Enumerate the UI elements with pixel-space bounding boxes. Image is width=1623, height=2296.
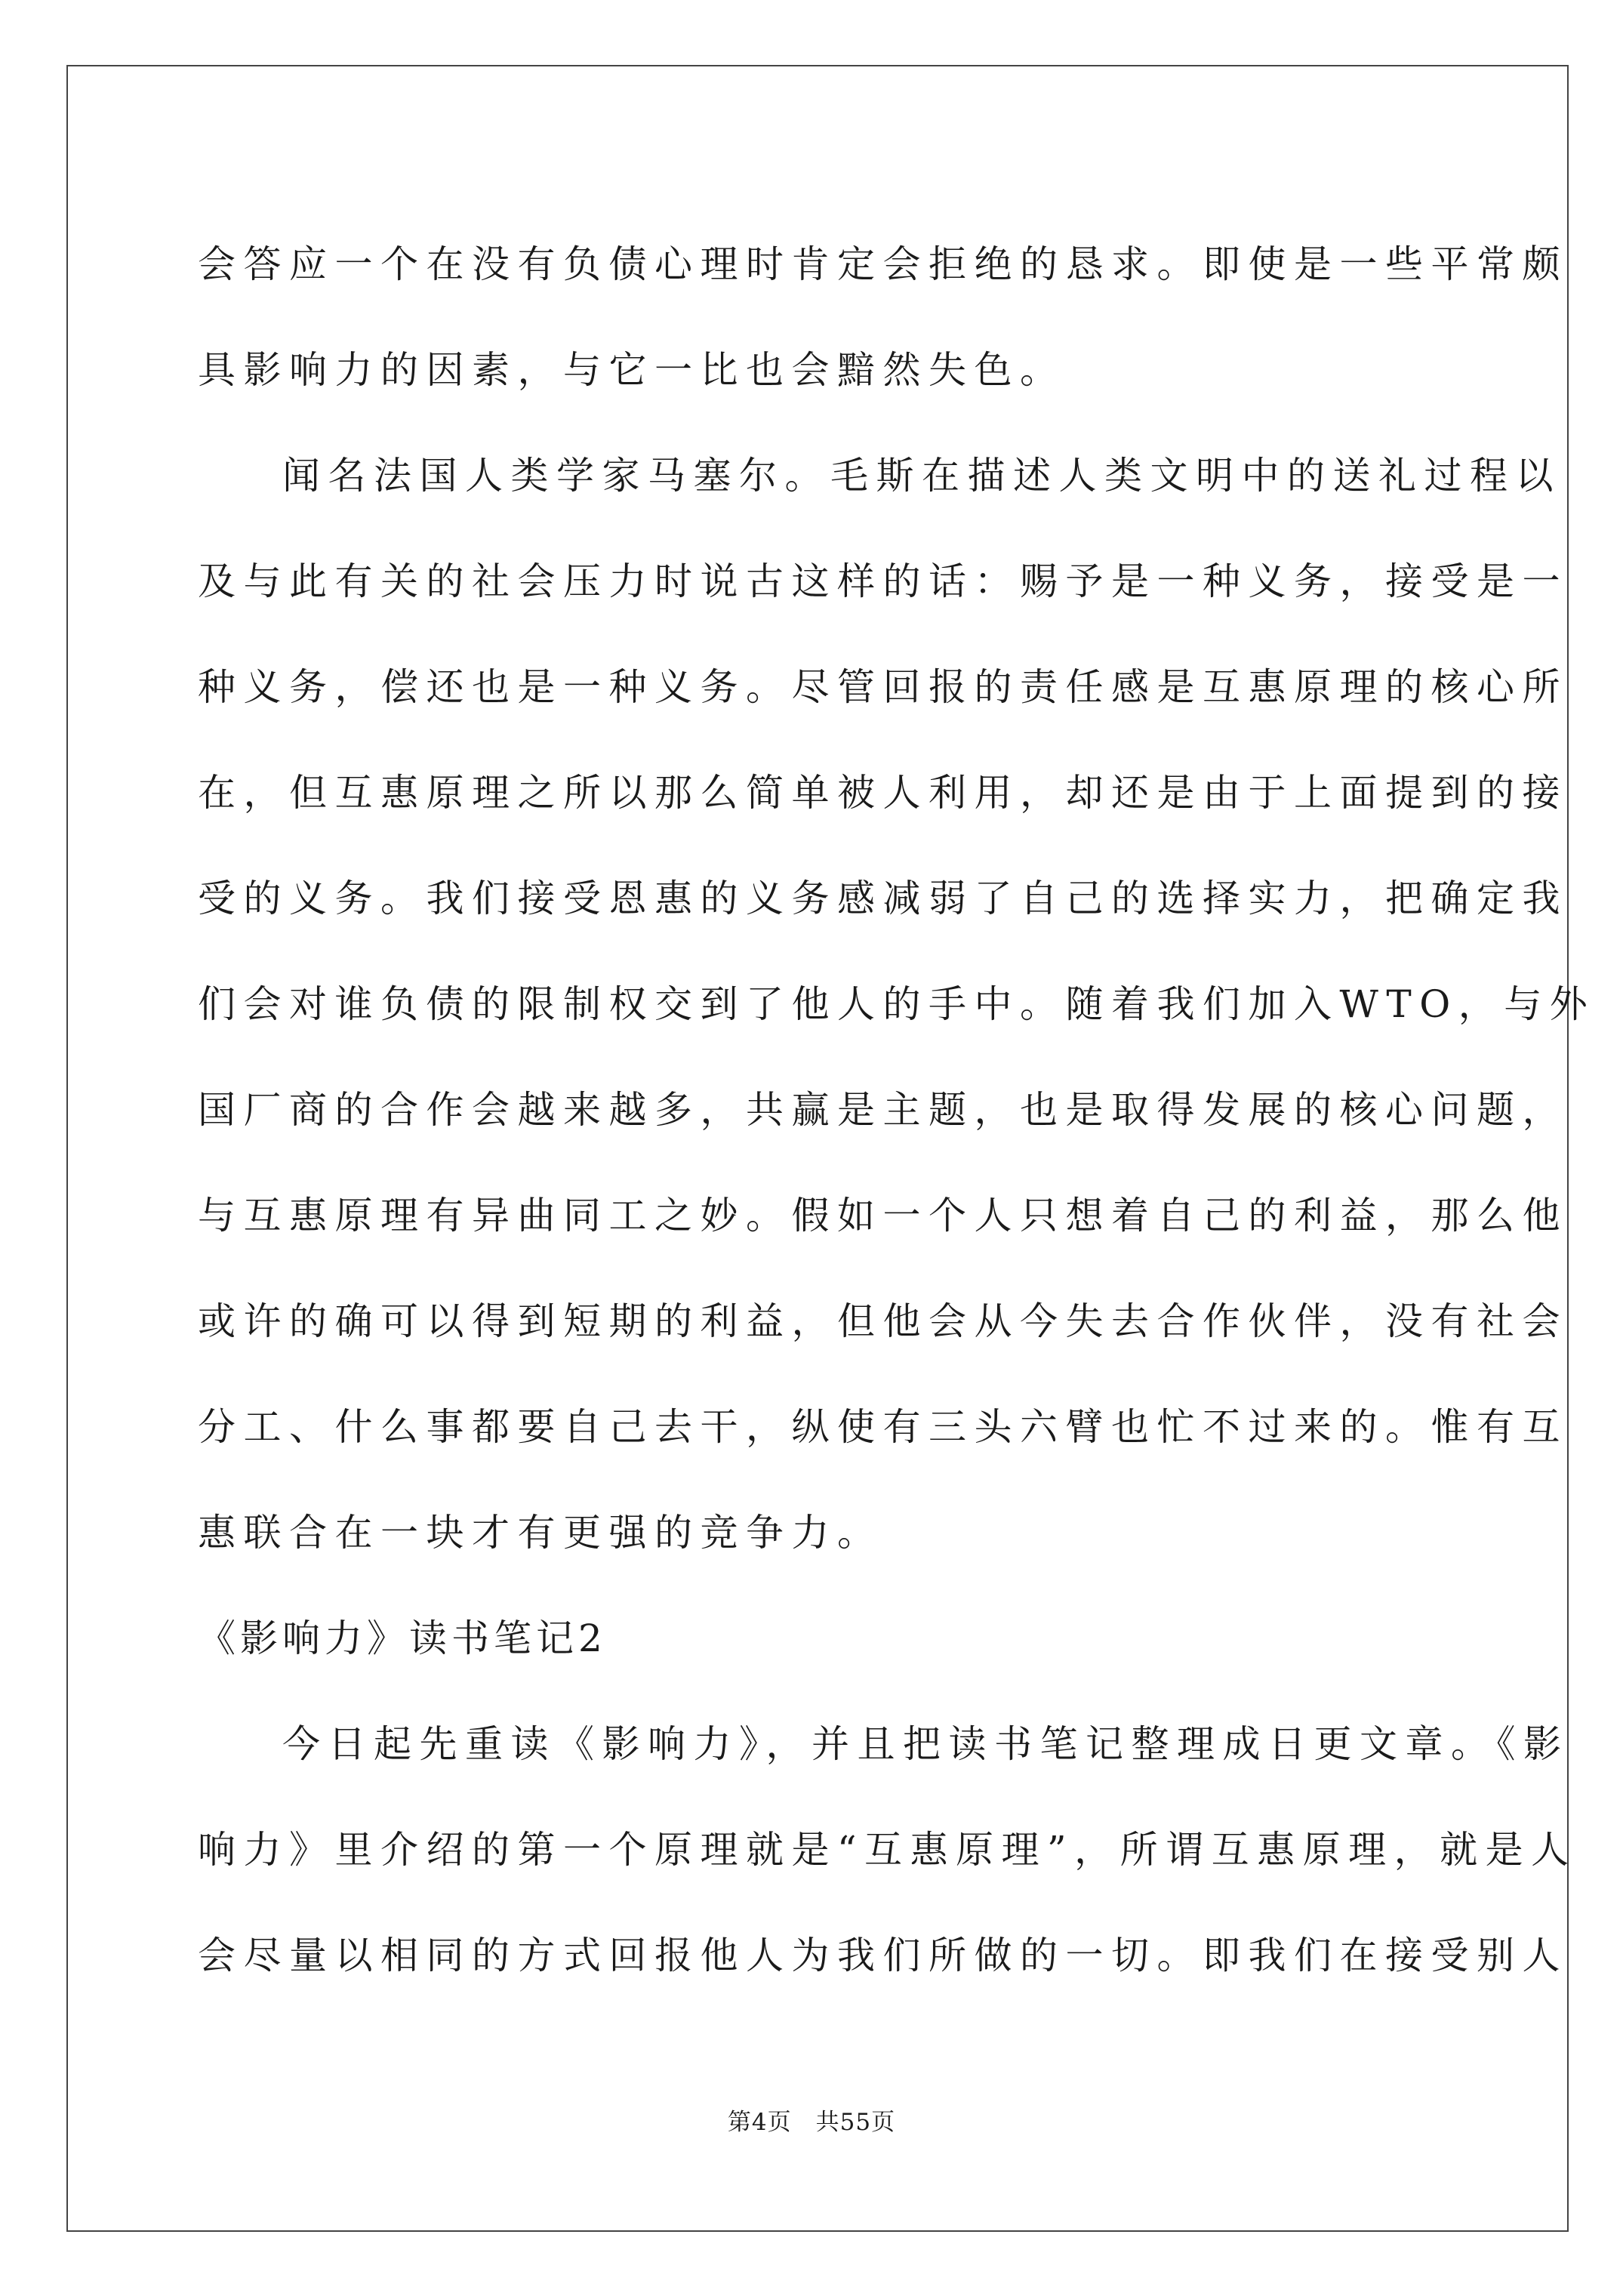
paragraph-start-line: 今日起先重读《影响力》，并且把读书笔记整理成日更文章。《影 [282,1722,1569,1766]
text-line: 在，但互惠原理之所以那么简单被人利用，却还是由于上面提到的接 [198,771,1568,815]
text-line: 会尽量以相同的方式回报他人为我们所做的一切。即我们在接受别人 [198,1934,1568,1977]
document-body [198,211,1596,2008]
text-line: 种义务，偿还也是一种义务。尽管回报的责任感是互惠原理的核心所 [198,665,1568,709]
text-line: 会答应一个在没有负债心理时肯定会拒绝的恳求。即使是一些平常颇 [198,242,1568,286]
text-line: 或许的确可以得到短期的利益，但他会从今失去合作伙伴，没有社会 [198,1299,1568,1343]
page-number-footer: 第4页 共55页 [727,2109,896,2136]
text-line: 们会对谁负债的限制权交到了他人的手中。随着我们加入WTO，与外 [198,982,1596,1026]
text-line: 惠联合在一块才有更强的竞争力。 [198,1511,883,1555]
text-line: 响力》里介绍的第一个原理就是“互惠原理”，所谓互惠原理，就是人 [198,1828,1577,1872]
text-line: 与互惠原理有异曲同工之妙。假如一个人只想着自己的利益，那么他 [198,1194,1568,1237]
text-line: 具影响力的因素，与它一比也会黯然失色。 [198,348,1066,392]
text-line: 分工、什么事都要自己去干，纵使有三头六臂也忙不过来的。惟有互 [198,1405,1568,1449]
text-line: 受的义务。我们接受恩惠的义务感减弱了自己的选择实力，把确定我 [198,877,1568,920]
text-line: 国厂商的合作会越来越多，共赢是主题，也是取得发展的核心问题， [198,1088,1568,1132]
paragraph-start-line: 闻名法国人类学家马塞尔。毛斯在描述人类文明中的送礼过程以 [282,454,1561,498]
section-heading: 《影响力》读书笔记2 [198,1616,607,1660]
text-line: 及与此有关的社会压力时说古这样的话：赐予是一种义务，接受是一 [198,559,1568,603]
